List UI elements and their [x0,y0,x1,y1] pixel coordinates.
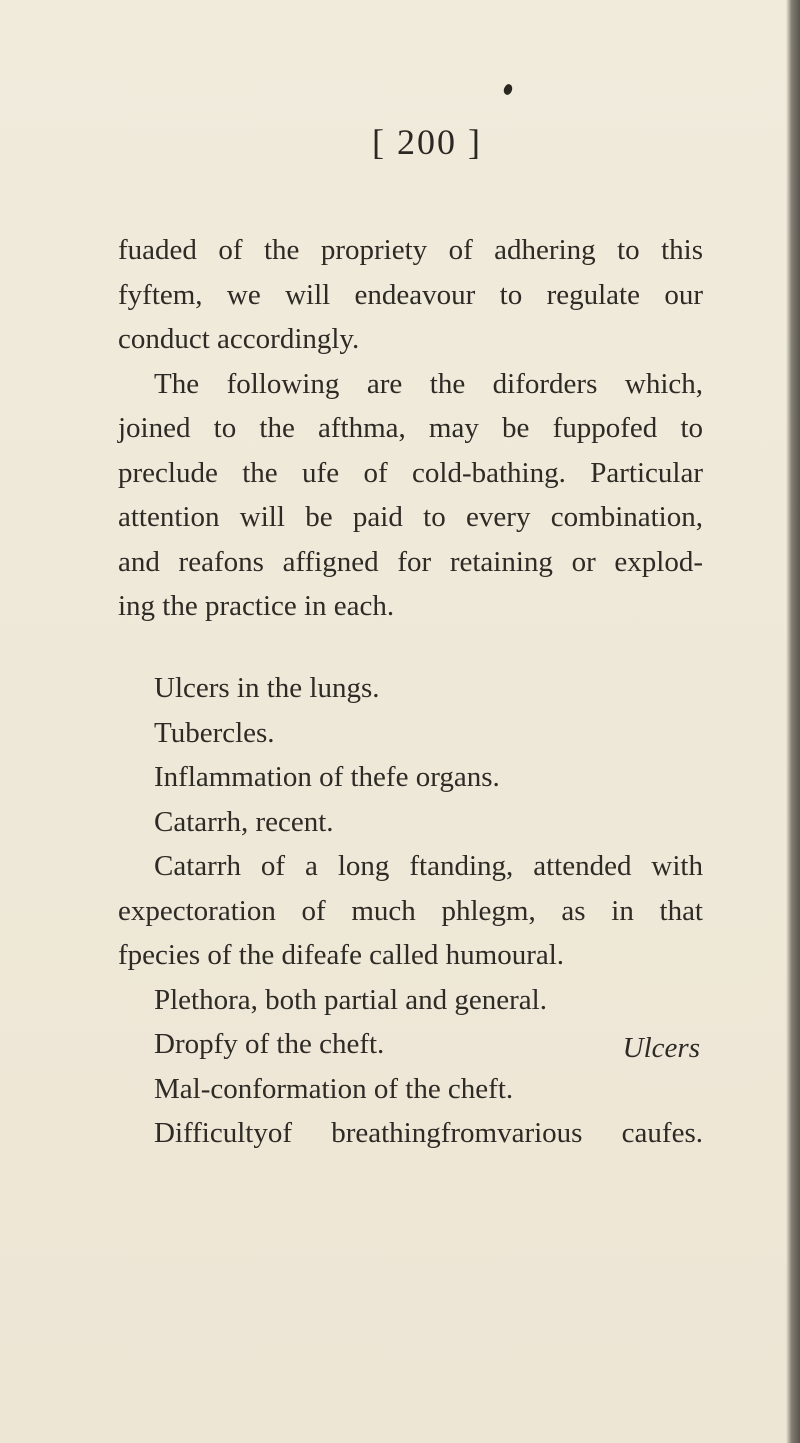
text-line: attention will be paid to every combination, [118,501,703,533]
text-line: fuaded of the propriety of adhering to this [118,234,703,266]
text-line: joined to the afthma, may be fuppofed to [118,412,703,444]
list-item: Catarrh, recent. [154,805,334,838]
list-item-continuation: expectoration of much phlegm, as in that [118,894,703,927]
list-item: Inflammation of thefe organs. [154,761,500,793]
list-item-continuation: fpecies of the difeafe called humoural. [118,939,565,971]
text-line: conduct accordingly. [118,323,360,355]
list-item: Catarrh of a long ftanding, attended with [154,850,703,882]
disorder-list [118,666,703,1156]
page-edge-shadow [786,0,800,1443]
list-item: Dropfy of the cheft. [154,1028,385,1060]
list-item: Plethora, both partial and general. [154,983,547,1016]
catchword: Ulcers [622,1032,700,1064]
text-line: The following are the diforders which, [154,367,703,400]
list-item: Ulcers in the lungs. [154,672,380,704]
body-text [118,228,703,629]
list-item: Difficultyof breathingfromvarious caufes. [154,1117,703,1149]
list-item: Mal-conformation of the cheft. [154,1072,514,1105]
text-line: preclude the ufe of cold-bathing. Particular [118,456,703,489]
text-line: ing the practice in each. [118,590,395,622]
text-line: fyftem, we will endeavour to regulate our [118,278,703,311]
page-number: [ 200 ] [372,122,482,162]
text-line: and reafons affigned for retaining or explod- [118,545,703,578]
list-item: Tubercles. [154,716,275,749]
